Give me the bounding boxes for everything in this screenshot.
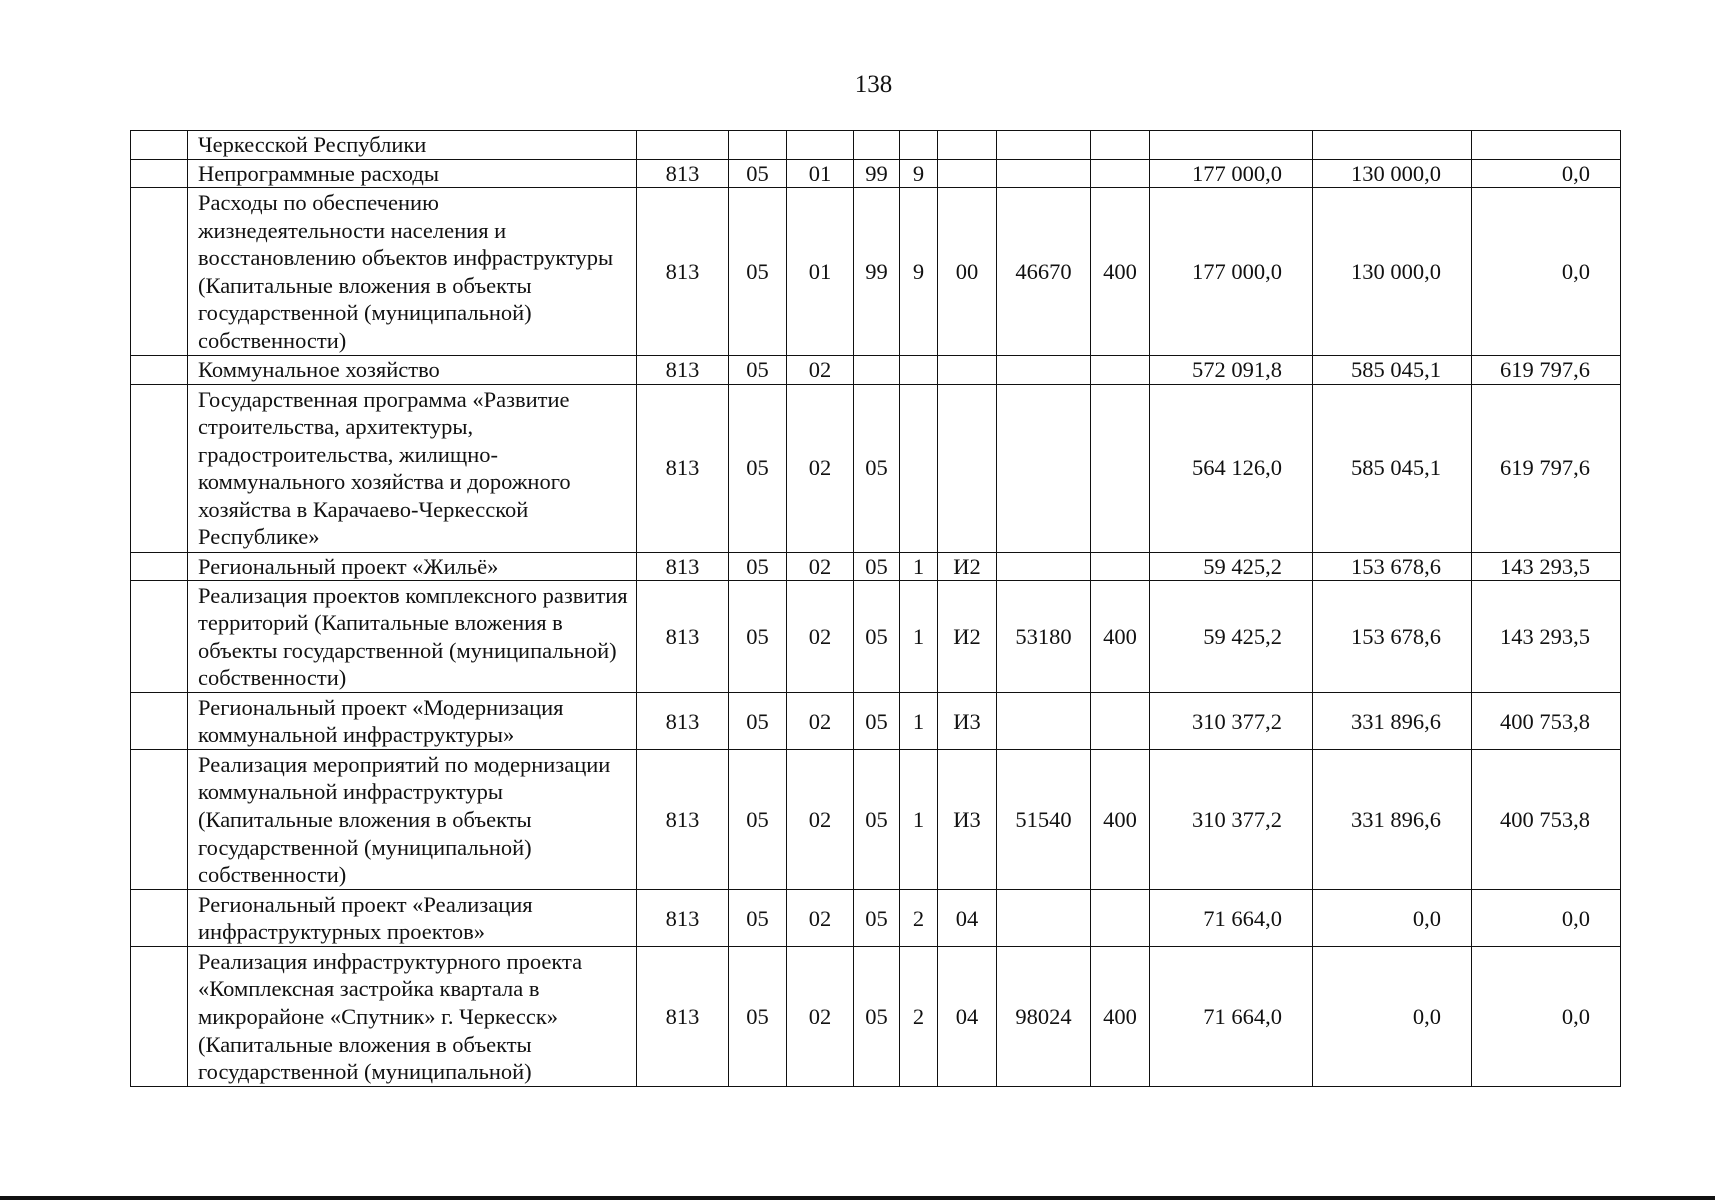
expense-type-cell: 400	[1091, 188, 1150, 356]
ministry-code-cell	[637, 131, 729, 160]
amount-year3-cell: 0,0	[1472, 890, 1621, 947]
table-row	[131, 131, 1621, 160]
section-code-cell: 05	[729, 384, 787, 552]
table-row	[131, 890, 1621, 947]
table-row	[131, 581, 1621, 693]
expense-type-cell	[1091, 356, 1150, 385]
program-code-cell	[854, 356, 900, 385]
subprogram-code-cell	[900, 384, 938, 552]
section-code-cell: 05	[729, 890, 787, 947]
amount-year3-cell: 400 753,8	[1472, 693, 1621, 750]
direction-code-cell	[997, 131, 1091, 160]
amount-year2-cell: 0,0	[1313, 890, 1472, 947]
row-number-cell	[131, 384, 188, 552]
budget-table	[130, 130, 1621, 1087]
table-row	[131, 356, 1621, 385]
section-code-cell: 05	[729, 693, 787, 750]
section-code-cell: 05	[729, 552, 787, 581]
subsection-code-cell: 01	[787, 188, 854, 356]
section-code-cell: 05	[729, 159, 787, 188]
scan-bottom-edge	[0, 1196, 1715, 1200]
item-name-cell: Реализация проектов комплексного развития территорий (Капитальные вложения в объекты государственной (муниципальной) собственности)	[188, 581, 637, 693]
subprogram-code-cell: 1	[900, 552, 938, 581]
subprogram-code-cell: 9	[900, 188, 938, 356]
item-name-cell: Региональный проект «Реализация инфраструктурных проектов»	[188, 890, 637, 947]
item-name-cell: Региональный проект «Жильё»	[188, 552, 637, 581]
expense-type-cell: 400	[1091, 581, 1150, 693]
amount-year2-cell: 153 678,6	[1313, 552, 1472, 581]
subsection-code-cell: 02	[787, 693, 854, 750]
item-name-cell: Черкесской Республики	[188, 131, 637, 160]
row-number-cell	[131, 693, 188, 750]
ministry-code-cell: 813	[637, 552, 729, 581]
program-code-cell: 05	[854, 384, 900, 552]
table-row	[131, 159, 1621, 188]
expense-type-cell	[1091, 552, 1150, 581]
subsection-code-cell: 02	[787, 750, 854, 890]
project-code-cell: И2	[938, 581, 997, 693]
ministry-code-cell: 813	[637, 947, 729, 1087]
expense-type-cell	[1091, 131, 1150, 160]
amount-year1-cell: 59 425,2	[1150, 552, 1313, 581]
amount-year1-cell: 310 377,2	[1150, 750, 1313, 890]
project-code-cell: 00	[938, 188, 997, 356]
program-code-cell: 99	[854, 188, 900, 356]
program-code-cell: 05	[854, 581, 900, 693]
ministry-code-cell: 813	[637, 750, 729, 890]
subprogram-code-cell	[900, 356, 938, 385]
amount-year2-cell: 585 045,1	[1313, 384, 1472, 552]
program-code-cell: 05	[854, 890, 900, 947]
amount-year1-cell: 71 664,0	[1150, 947, 1313, 1087]
row-number-cell	[131, 552, 188, 581]
project-code-cell	[938, 131, 997, 160]
amount-year2-cell: 130 000,0	[1313, 188, 1472, 356]
item-name-cell: Реализация инфраструктурного проекта «Комплексная застройка квартала в микрорайоне «Спутник» г. Черкесск» (Капитальные вложения в объекты государственной (муниципальной)	[188, 947, 637, 1087]
ministry-code-cell: 813	[637, 356, 729, 385]
program-code-cell: 05	[854, 947, 900, 1087]
subsection-code-cell: 01	[787, 159, 854, 188]
amount-year1-cell: 177 000,0	[1150, 188, 1313, 356]
direction-code-cell	[997, 356, 1091, 385]
subsection-code-cell	[787, 131, 854, 160]
project-code-cell	[938, 356, 997, 385]
direction-code-cell	[997, 552, 1091, 581]
amount-year1-cell: 177 000,0	[1150, 159, 1313, 188]
subprogram-code-cell	[900, 131, 938, 160]
expense-type-cell: 400	[1091, 947, 1150, 1087]
amount-year3-cell: 619 797,6	[1472, 356, 1621, 385]
table-row	[131, 188, 1621, 356]
subprogram-code-cell: 9	[900, 159, 938, 188]
direction-code-cell: 51540	[997, 750, 1091, 890]
project-code-cell	[938, 159, 997, 188]
project-code-cell: 04	[938, 890, 997, 947]
amount-year1-cell: 310 377,2	[1150, 693, 1313, 750]
table-row	[131, 552, 1621, 581]
section-code-cell: 05	[729, 947, 787, 1087]
amount-year3-cell: 0,0	[1472, 188, 1621, 356]
row-number-cell	[131, 947, 188, 1087]
section-code-cell: 05	[729, 750, 787, 890]
table-row	[131, 693, 1621, 750]
ministry-code-cell: 813	[637, 159, 729, 188]
row-number-cell	[131, 890, 188, 947]
item-name-cell: Коммунальное хозяйство	[188, 356, 637, 385]
amount-year3-cell: 0,0	[1472, 947, 1621, 1087]
section-code-cell: 05	[729, 356, 787, 385]
expense-type-cell: 400	[1091, 750, 1150, 890]
amount-year2-cell	[1313, 131, 1472, 160]
project-code-cell	[938, 384, 997, 552]
amount-year3-cell: 619 797,6	[1472, 384, 1621, 552]
amount-year3-cell: 400 753,8	[1472, 750, 1621, 890]
ministry-code-cell: 813	[637, 188, 729, 356]
subprogram-code-cell: 1	[900, 581, 938, 693]
table-row	[131, 750, 1621, 890]
direction-code-cell	[997, 159, 1091, 188]
page-number: 138	[854, 71, 893, 98]
subsection-code-cell: 02	[787, 384, 854, 552]
project-code-cell: И3	[938, 750, 997, 890]
subsection-code-cell: 02	[787, 890, 854, 947]
row-number-cell	[131, 159, 188, 188]
section-code-cell	[729, 131, 787, 160]
project-code-cell: И3	[938, 693, 997, 750]
expense-type-cell	[1091, 890, 1150, 947]
item-name-cell: Реализация мероприятий по модернизации коммунальной инфраструктуры (Капитальные вложения в объекты государственной (муниципальной) собственности)	[188, 750, 637, 890]
subprogram-code-cell: 1	[900, 750, 938, 890]
section-code-cell: 05	[729, 188, 787, 356]
amount-year2-cell: 585 045,1	[1313, 356, 1472, 385]
amount-year3-cell: 143 293,5	[1472, 581, 1621, 693]
table-row	[131, 384, 1621, 552]
expense-type-cell	[1091, 384, 1150, 552]
amount-year1-cell: 59 425,2	[1150, 581, 1313, 693]
subsection-code-cell: 02	[787, 947, 854, 1087]
section-code-cell: 05	[729, 581, 787, 693]
program-code-cell	[854, 131, 900, 160]
row-number-cell	[131, 131, 188, 160]
amount-year2-cell: 331 896,6	[1313, 693, 1472, 750]
ministry-code-cell: 813	[637, 890, 729, 947]
expense-type-cell	[1091, 159, 1150, 188]
project-code-cell: 04	[938, 947, 997, 1087]
row-number-cell	[131, 356, 188, 385]
subprogram-code-cell: 2	[900, 890, 938, 947]
table-row	[131, 947, 1621, 1087]
amount-year2-cell: 153 678,6	[1313, 581, 1472, 693]
program-code-cell: 05	[854, 750, 900, 890]
subsection-code-cell: 02	[787, 356, 854, 385]
amount-year3-cell: 0,0	[1472, 159, 1621, 188]
amount-year2-cell: 0,0	[1313, 947, 1472, 1087]
subsection-code-cell: 02	[787, 552, 854, 581]
subsection-code-cell: 02	[787, 581, 854, 693]
amount-year1-cell: 572 091,8	[1150, 356, 1313, 385]
amount-year3-cell: 143 293,5	[1472, 552, 1621, 581]
item-name-cell: Государственная программа «Развитие строительства, архитектуры, градостроительства, жилищно-коммунального хозяйства и дорожного хозяйства в Карачаево-Черкесской Республике»	[188, 384, 637, 552]
amount-year2-cell: 331 896,6	[1313, 750, 1472, 890]
direction-code-cell: 53180	[997, 581, 1091, 693]
direction-code-cell	[997, 384, 1091, 552]
table-body	[131, 131, 1621, 1087]
amount-year3-cell	[1472, 131, 1621, 160]
item-name-cell: Расходы по обеспечению жизнедеятельности населения и восстановлению объектов инфраструктуры (Капитальные вложения в объекты государственной (муниципальной) собственности)	[188, 188, 637, 356]
item-name-cell: Непрограммные расходы	[188, 159, 637, 188]
amount-year2-cell: 130 000,0	[1313, 159, 1472, 188]
subprogram-code-cell: 1	[900, 693, 938, 750]
ministry-code-cell: 813	[637, 581, 729, 693]
program-code-cell: 05	[854, 552, 900, 581]
row-number-cell	[131, 750, 188, 890]
subprogram-code-cell: 2	[900, 947, 938, 1087]
direction-code-cell: 98024	[997, 947, 1091, 1087]
row-number-cell	[131, 581, 188, 693]
amount-year1-cell: 564 126,0	[1150, 384, 1313, 552]
item-name-cell: Региональный проект «Модернизация коммунальной инфраструктуры»	[188, 693, 637, 750]
project-code-cell: И2	[938, 552, 997, 581]
amount-year1-cell	[1150, 131, 1313, 160]
ministry-code-cell: 813	[637, 693, 729, 750]
ministry-code-cell: 813	[637, 384, 729, 552]
direction-code-cell: 46670	[997, 188, 1091, 356]
direction-code-cell	[997, 693, 1091, 750]
program-code-cell: 99	[854, 159, 900, 188]
direction-code-cell	[997, 890, 1091, 947]
amount-year1-cell: 71 664,0	[1150, 890, 1313, 947]
expense-type-cell	[1091, 693, 1150, 750]
row-number-cell	[131, 188, 188, 356]
program-code-cell: 05	[854, 693, 900, 750]
